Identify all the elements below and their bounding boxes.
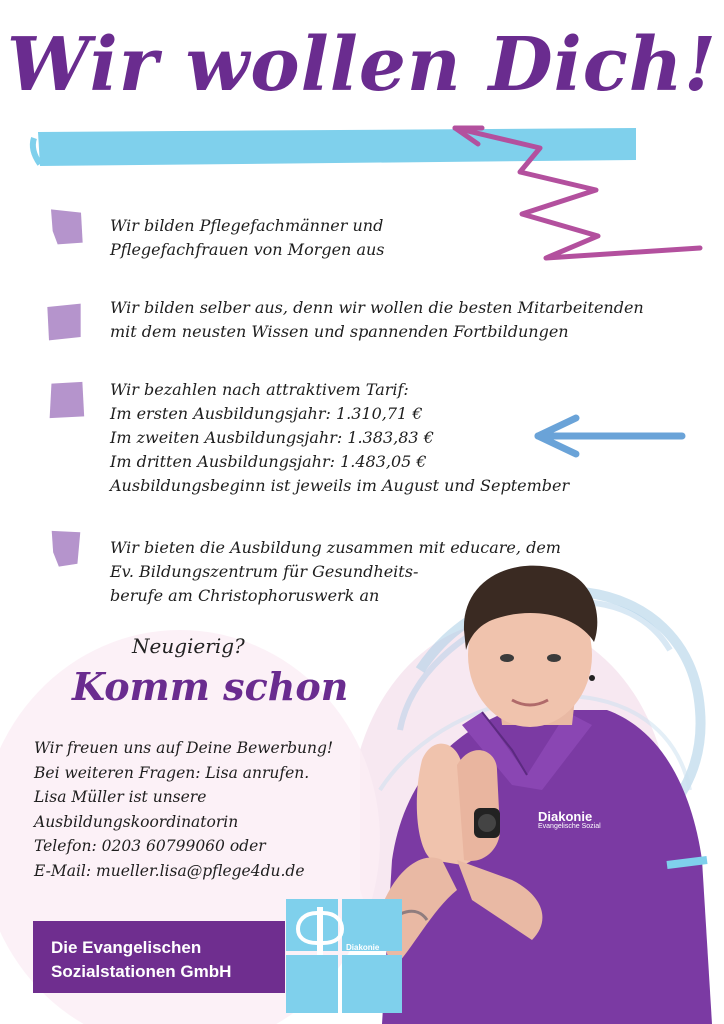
contact-email: E-Mail: mueller.lisa@pflege4du.de	[34, 861, 305, 880]
contact-line: Lisa Müller ist unsere	[34, 788, 207, 807]
shirt-brand: Diakonie	[538, 809, 593, 824]
shirt-sub: Evangelische Sozial	[538, 823, 601, 830]
bullet-line: Im dritten Ausbildungsjahr: 1.483,05 €	[110, 452, 427, 471]
bullet-line: Wir bilden selber aus, denn wir wollen die besten Mitarbeitenden	[110, 298, 644, 317]
teaser-call: Komm schon	[72, 664, 349, 709]
contact-line: Ausbildungskoordinatorin	[34, 812, 239, 831]
bullet-line: Wir bezahlen nach attraktivem Tarif:	[110, 380, 409, 399]
bullet-line: Im zweiten Ausbildungsjahr: 1.383,83 €	[110, 428, 434, 447]
contact-line: Wir freuen uns auf Deine Bewerbung!	[34, 739, 334, 757]
bullet-marker	[46, 528, 86, 568]
bullet-marker	[46, 380, 86, 420]
bullet-marker	[46, 206, 86, 246]
bullet-line: mit dem neusten Wissen und spannenden Fortbildungen	[110, 322, 569, 341]
bullet-line: Wir bieten die Ausbildung zusammen mit educare, dem	[110, 538, 561, 557]
bullet-line: berufe am Christophoruswerk an	[110, 586, 380, 605]
person-photo	[362, 560, 724, 1024]
headline: Wir wollen Dich!	[6, 22, 718, 108]
company-name-line-2: Sozialstationen GmbH	[51, 962, 232, 981]
teaser-question: Neugierig?	[132, 634, 245, 658]
shirt-logo	[538, 810, 601, 830]
bullet-line: Pflegefachfrauen von Morgen aus	[110, 240, 385, 259]
bullet-line: Wir bilden Pflegefachmänner und	[110, 216, 384, 235]
company-name-line-1: Die Evangelischen	[51, 938, 202, 957]
bullet-line: Ausbildungsbeginn ist jeweils im August und September	[110, 476, 570, 495]
contact-block	[34, 736, 333, 884]
bullet-line: Ev. Bildungszentrum für Gesundheits-	[110, 562, 419, 581]
bullet-line: Im ersten Ausbildungsjahr: 1.310,71 €	[110, 404, 423, 423]
bullet-marker	[44, 302, 84, 342]
bullet-item	[110, 214, 385, 262]
diakonie-logo	[286, 899, 402, 1013]
contact-phone: Telefon: 0203 60799060 oder	[34, 837, 266, 856]
contact-line: Bei weiteren Fragen: Lisa anrufen.	[34, 763, 310, 782]
diakonie-logo-label: Diakonie	[346, 943, 380, 952]
bullet-item	[110, 378, 569, 498]
bullet-item	[110, 296, 644, 344]
diakonie-cross-icon	[292, 903, 348, 959]
